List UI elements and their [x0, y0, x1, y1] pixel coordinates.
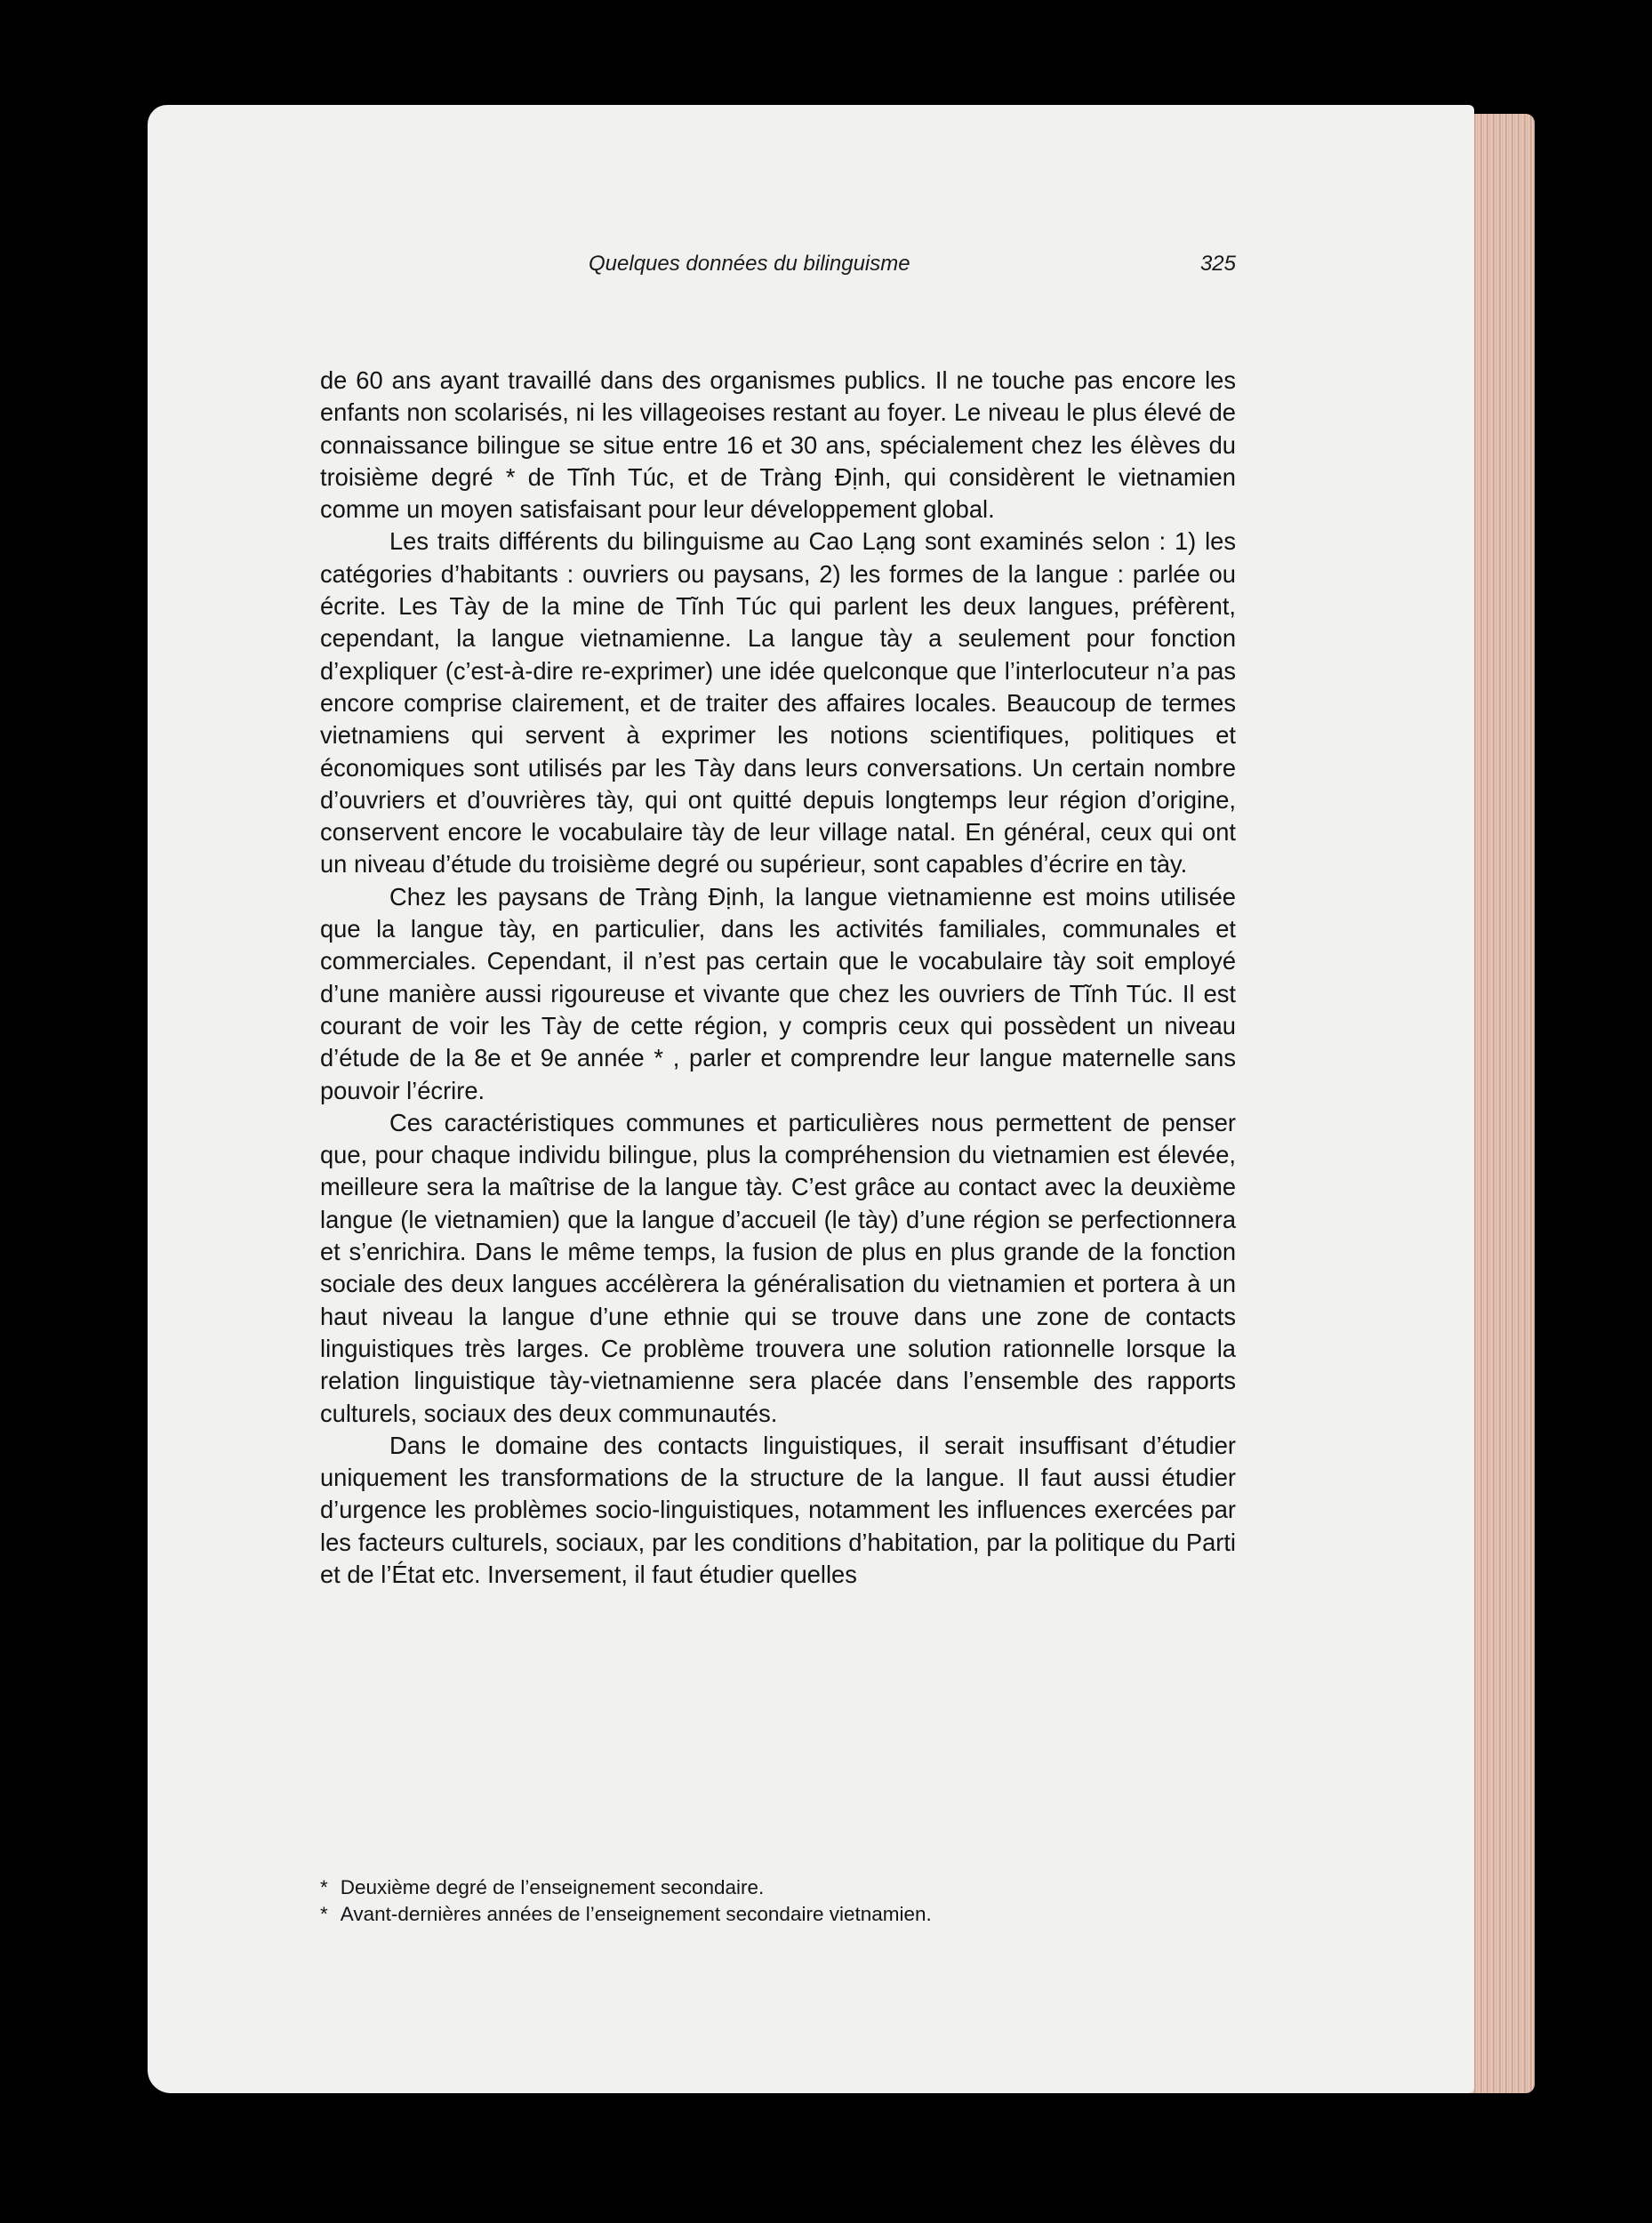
paragraph-2: Les traits différents du bilinguisme au Cao Lạng sont examinés selon : 1) les catégories d’habitants : ouvriers ou paysans, 2) les formes de la langue : parlée ou écrite. Les Tày de la mine de Tĩnh Túc qui parlent les deux langues, préfèrent, cependant, la langue vietnamienne. La langue tày a seulement pour fonction d’expliquer (c’est-à-dire re-exprimer) une idée quelconque que l’interlocuteur n’a pas encore comprise clairement, et de traiter des affaires locales. Beaucoup de termes vietnamiens qui servent à exprimer les notions scientifiques, politiques et économiques sont utilisés par les Tày dans leurs conversations. Un certain nombre d’ouvriers et d’ouvrières tày, qui ont quitté depuis longtemps leur région d’origine, conservent encore le vocabulaire tày de leur village natal. En général, ceux qui ont un niveau d’étude du troisième degré ou supérieur, sont capables d’écrire en tày. — [320, 527, 1236, 879]
paragraph-3: Chez les paysans de Tràng Định, la langue vietnamienne est moins utilisée que la langue tày, en particulier, dans les activités familiales, communales et commerciales. Cependant, il n’est pas certain que le vocabulaire tày soit employé d’une manière aussi rigoureuse et vivante que chez les ouvriers de Tĩnh Túc. Il est courant de voir les Tày de cette région, y compris ceux qui possèdent un niveau d’étude de la 8e et 9e année * , parler et comprendre leur langue maternelle sans pouvoir l’écrire. — [320, 882, 1236, 1104]
running-header — [322, 252, 1236, 284]
paragraph-1: de 60 ans ayant travaillé dans des organismes publics. Il ne touche pas encore les enfants non scolarisés, ni les villageoises restant au foyer. Le niveau le plus élevé de connaissance bilingue se situe entre 16 et 30 ans, spécialement chez les élèves du troisième degré * de Tĩnh Túc, et de Tràng Định, qui considèrent le vietnamien comme un moyen satisfaisant pour leur développement global. — [320, 366, 1236, 524]
footnote-1 — [320, 1874, 1236, 1901]
footnote-mark: * — [320, 1903, 328, 1925]
footnote-2 — [320, 1901, 1236, 1928]
body-text — [320, 365, 1236, 1591]
footnote-text: Avant-dernières années de l’enseignement secondaire vietnamien. — [340, 1903, 932, 1925]
footnotes — [320, 1874, 1236, 1928]
page-number: 325 — [1199, 252, 1236, 276]
running-title: Quelques données du bilinguisme — [589, 252, 910, 276]
paragraph-5: Dans le domaine des contacts linguistiques, il serait insuffisant d’étudier uniquement les transformations de la structure de la langue. Il faut aussi étudier d’urgence les problèmes socio-linguistiques, notamment les influences exercées par les facteurs culturels, sociaux, par les conditions d’habitation, par la politique du Parti et de l’État etc. Inversement, il faut étudier quelles — [320, 1431, 1236, 1588]
paragraph-4: Ces caractéristiques communes et particulières nous permettent de penser que, pour chaque individu bilingue, plus la compréhension du vietnamien est élevée, meilleure sera la maîtrise de la langue tày. C’est grâce au contact avec la deuxième langue (le vietnamien) que la langue d’accueil (le tày) d’une région se perfectionnera et s’enrichira. Dans le même temps, la fusion de plus en plus grande de la fonction sociale des deux langues accélèrera la généralisation du vietnamien et portera à un haut niveau la langue d’une ethnie qui se trouve dans une zone de contacts linguistiques très larges. Ce problème trouvera une solution rationnelle lorsque la relation linguistique tày-vietnamienne sera placée dans l’ensemble des rapports culturels, sociaux des deux communautés. — [320, 1108, 1236, 1427]
footnote-text: Deuxième degré de l’enseignement secondaire. — [340, 1876, 765, 1898]
footnote-mark: * — [320, 1876, 328, 1898]
